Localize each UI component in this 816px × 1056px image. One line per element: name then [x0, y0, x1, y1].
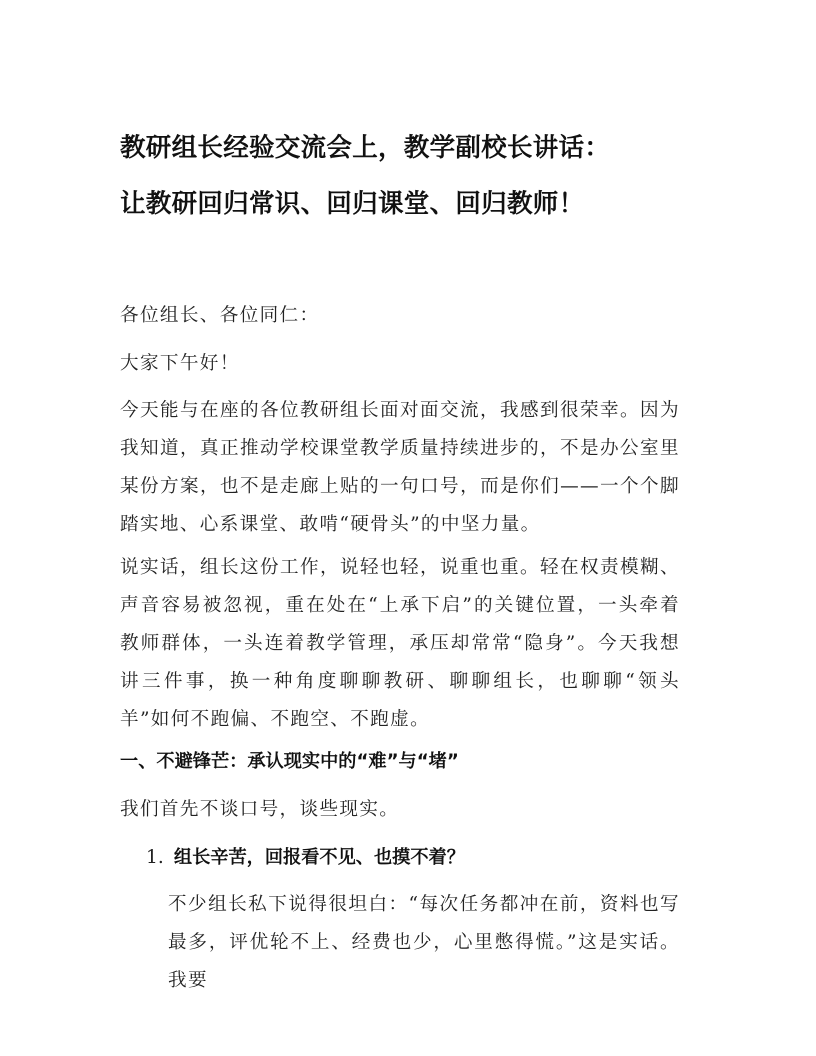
list-item-number: 1. [146, 847, 164, 868]
paragraph-2: 说实话，组长这份工作，说轻也轻，说重也重。轻在权责模糊、声音容易被忽视，重在处在“上承下启”的关键位置，一头牵着教师群体，一头连着教学管理，承压却常常“隐身”。今天我想讲三件事，换一种角度聊聊教研、聊聊组长，也聊聊“领头羊”如何不跑偏、不跑空、不跑虚。 [120, 557, 680, 730]
section-heading-1: 一、不避锋芒：承认现实中的“难”与“堵” [120, 751, 459, 772]
salutation: 各位组长、各位同仁： [120, 305, 320, 326]
title-line-2: 让教研回归常识、回归课堂、回归教师！ [120, 189, 585, 219]
list-item [146, 839, 465, 877]
section-intro: 我们首先不谈口号，谈些现实。 [120, 799, 400, 820]
greeting: 大家下午好！ [120, 353, 240, 374]
paragraph-1: 今天能与在座的各位教研组长面对面交流，我感到很荣幸。因为我知道，真正推动学校课堂教学质量持续进步的，不是办公室里某份方案，也不是走廊上贴的一句口号，而是你们——一个个脚踏实地、心系课堂、敢啃“硬骨头”的中坚力量。 [120, 400, 680, 535]
title-line-1: 教研组长经验交流会上，教学副校长讲话： [120, 133, 611, 163]
page-title [120, 120, 700, 232]
list-item-body: 不少组长私下说得很坦白：“每次任务都冲在前，资料也写最多，评优轮不上、经费也少，心里憋得慌。”这是实话。我要 [168, 894, 680, 991]
list-item-title: 组长辛苦，回报看不见、也摸不着？ [173, 847, 465, 868]
